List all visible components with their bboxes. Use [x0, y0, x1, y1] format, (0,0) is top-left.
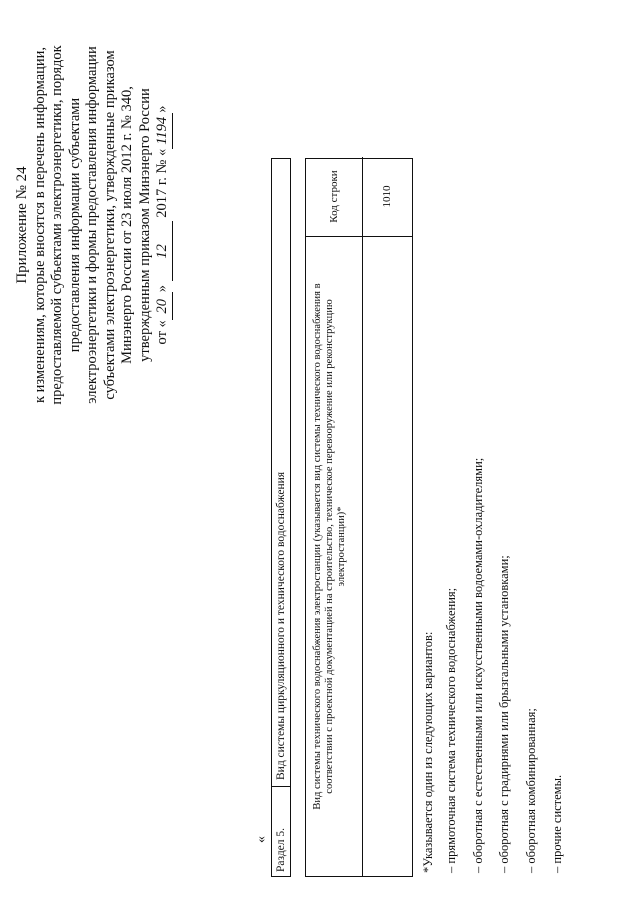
- header-line-1: к изменениям, которые вносятся в перечень информации,: [31, 46, 48, 404]
- footnote-item: – прямоточная система технического водоснабжения;: [444, 587, 458, 873]
- order-date-line: [154, 5, 173, 445]
- header-line-3: предоставления информации субъектами: [66, 97, 83, 353]
- footnote-item: – прочие системы.: [550, 774, 564, 873]
- footnote-item: – оборотная с естественными или искусственными водоемами-охладителями;: [470, 457, 485, 873]
- header-line-4: электроэнергетики и формы предоставления информации: [84, 46, 100, 404]
- opening-quote: «: [254, 836, 269, 843]
- row-code-cell: 1010: [381, 185, 393, 208]
- data-table: [305, 158, 413, 877]
- date-mid: »: [154, 284, 170, 293]
- section-row: [271, 158, 291, 877]
- appendix-header: [14, 5, 173, 445]
- footnote-item: – оборотная комбинированная;: [523, 708, 538, 873]
- header-line-5: субъектами электроэнергетики, утвержденные приказом: [101, 50, 118, 400]
- date-year: 2017 г. № «: [154, 148, 170, 218]
- section-title: Вид системы циркуляционного и технического водоснабжения: [275, 471, 287, 780]
- column-header-code: Код строки: [328, 170, 340, 223]
- footnote-item: – оборотная с градирнями или брызгальными установками;: [497, 555, 511, 873]
- order-number: 1194: [154, 113, 173, 149]
- footnote-title: *Указывается один из следующих вариантов:: [421, 631, 435, 873]
- date-prefix: от «: [154, 320, 170, 345]
- footnote-block: [418, 113, 571, 873]
- appendix-title: Приложение № 24: [14, 166, 30, 284]
- column-header-description: Вид системы технического водоснабжения электростанции (указывается вид системы технического водоснабжения в соответствии с проектной документацией на строительство, техническое перевооружение или реконструкцию электростанции)*: [306, 236, 362, 876]
- header-line-2: предоставляемой субъектами электроэнергетики, порядок: [49, 45, 65, 405]
- value-cell-empty: [363, 236, 412, 876]
- date-day: 20: [154, 292, 173, 320]
- header-line-6: Минэнерго России от 23 июля 2012 г. № 340,: [119, 86, 135, 364]
- section-number: Раздел 5.: [272, 786, 290, 876]
- date-suffix: »: [154, 105, 170, 113]
- table-header-row: [306, 157, 363, 876]
- header-line-7: утвержденным приказом Минэнерго России: [136, 88, 153, 362]
- date-month: 12: [154, 221, 173, 281]
